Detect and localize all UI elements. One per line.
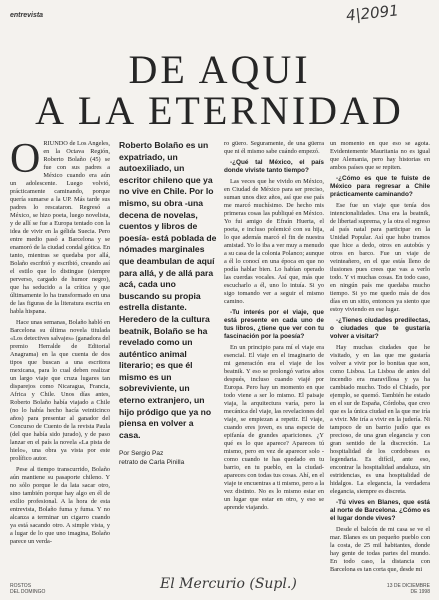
paragraph: RIUNDO de Los Angeles, en la Octava Región, Roberto Bolaño (45) se fue con sus padres a México cuando era aún un adolescente. Luego volvió, prácticamente caminando, porque quería sumarse a la UP. Más tarde sus padres lo rescataron. Regresó a México, se hizo poeta, luego novelista, y de allí se fue a Europa tentado con la idea de vivir en la gélida Suecia. Pero entre medio pasó a Barcelona y se enamoró de la ciudad condal gótica. En tanto, mientras se quedaba por allá, Bolaño escribió y escribió, creando así el estilo que lo distingue (siempre perverso, cargado de humor negro), que ha seducido a la crítica y que últimamente lo ha transformado en una de las figuras de la literatura escrita en habla hispana. — [10, 140, 110, 315]
interview-question: -¿Qué tal México, el país donde viviste tanto tiempo? — [224, 159, 324, 174]
footer-section-name — [10, 584, 70, 595]
footer-date — [387, 584, 430, 595]
article-title-line-1: DE AQUI — [128, 47, 311, 92]
footer-date-line: 13 DE DICIEMBRE — [386, 583, 430, 589]
byline-author: Por Sergio Paz — [119, 450, 164, 458]
paragraph: Pese al tiempo transcurrido, Bolaño aún mantiene su pasaporte chileno. Y no sólo porque le da lata sacar otro, sino también porque hay algo en él de exilio profesional. A la hora de esta entrevista, Bolaño fuma y fuma. Y no alcanza a terminar un cigarro cuando ya está sacando otro. A simple vista, y a lugar de lo que uno imagina, Bolaño parece un verda- — [10, 466, 110, 545]
footer-section-line: DEL DOMINGO — [10, 588, 46, 595]
byline-photo-credit: retrato de Carla Pinilla — [119, 459, 185, 467]
interview-question: -Tú vives en Blanes, que está al norte de Barcelona. ¿Cómo es el lugar donde vives? — [330, 499, 430, 522]
article-column-2 — [119, 140, 217, 590]
page-footer — [10, 576, 430, 596]
handwritten-date-annotation: 4|2091 — [345, 1, 400, 25]
paragraph: Desde el balcón de mi casa se ve el mar. Blanes es un pequeño pueblo con la costa, de 25 mil habitantes, donde hay gente de todas partes del mundo. En todo caso, la distancia con Barcelona es tan corta que, desde mi — [330, 526, 430, 573]
interview-question: -¿Tienes ciudades predilectas, o ciudades que te gustaría volver a visitar? — [330, 317, 430, 340]
footer-section-line: ROSTOS — [10, 583, 32, 589]
paragraph: un momento en que eso se agota. Evidentemente Mauritania no es igual que Alemania, pero hay historias en ambos países que se repiten. — [330, 140, 430, 171]
paragraph: En un principio para mí el viaje era esencial. El viaje en el imaginario de mi generación era el viaje de los beatnik. Y eso se prolongó varios años después, incluso cuando viajé por Europa. Pero hay un momento en que todo viene a ser lo mismo. El paisaje viaja, la arquitectura varía, pero la mecánica del viaje, las revelaciones del viaje, se empiezan a repetir. El viaje, cuando eres joven, es una especie de epifanía de grandes apariciones. ¿Y qué es lo que aparece? Apareces tú mismo, pero en vez de aparecer solo -como cuando te has quedado en tu barrio, en tu pueblo, en la ciudad- apareces con todas tus cosas. Ahí, en el viaje te encuentras a ti mismo, pero a la vez distinto. No es lo mismo estar en un lugar que estar en otro, y eso se aprende viajando. — [224, 344, 324, 511]
paragraph: Hay muchas ciudades que he visitado, y en las que me gustaría volver a vivir por lo bonitas que son, como Lisboa. La Lisboa de antes del incendio era maravillosa y ya ha cambiado mucho. Todo el Chiado, por ejemplo, se quemó. También he estado en el sur de España, Córdoba, que creo que es la única ciudad en la que me iría a vivir. Me iría a vivir en la judería. Ni tampoco de un barrio judío que es precioso, de una gran elegancia y con gran sentido de la discreción. La hospitalidad de los cordobeses es legendaria. Es difícil, ante eso, encontrar la hospitalidad andaluza, sin estridencias, es una hospitalidad de hidalgos. La elegancia, la verdadera elegancia, siempre es discreta. — [330, 344, 430, 495]
drop-cap: O — [10, 140, 41, 182]
article-title-line-2: A LA ETERNIDAD — [35, 88, 404, 133]
paragraph: Las veces que he vivido en México, en Ciudad de México para ser preciso, suman unos diez años, así que ese país me marcó muchísimo. De hecho mis primeras cosas las publiqué en México. Yo fui amigo de Efraín Huerta, el poeta, e incluso polemicé con su hija, lo que además marcó el fin de nuestra amistad. Yo lo iba a ver muy a menudo a su casa de la colonia Polanco; aunque a él lo conocí en una época en que no podía hablar bien. Lo habían operado las cuerdas vocales. Así que, más que escucharlo a él, uno lo intuía. Si yo sigo tomando ver a seguir el mismo camino. — [224, 178, 324, 305]
section-label: entrevista — [10, 12, 44, 19]
article-column-4 — [330, 140, 430, 590]
article-column-3 — [224, 140, 324, 590]
paragraph: ro güero. Seguramente, de una güerra que ni él mismo sabe cuándo empezó. — [224, 140, 324, 155]
footer-date-line: DE 1998 — [410, 588, 430, 595]
paragraph: Ese fue un viaje que tenía dos intencionalidades. Una era la beatnik, de libertad suprema, y la otra el regreso al país natal para participar en la Unidad Popular. Así que hubo tramos que hice a dedo, otros en autobús y otros en barco. Fue un viaje de veinteañero, en el que estás lleno de ilusiones pues crees que vas a verlo todo. Y vi muchas cosas. En todo caso, en ningún país me quedaba mucho tiempo. Si yo me quedo más de dos días en un sitio, entonces ya siento que estoy viviendo en ese lugar. — [330, 202, 430, 313]
pull-quote: Roberto Bolaño es un expatriado, un autoexiliado, un escritor chileno que ya no vive en Chile. Por lo mismo, su obra -una decena de novelas, cuentos y libros de poesía- está poblada de nómades marginales que deambulan de aquí para allá, y de allá para acá, cada uno buscando su propia estrella distante. Heredero de la cultura beatnik, Bolaño se ha revelado como un auténtico animal literario; es que él mismo es un sobreviviente, un eterno extranjero, un hijo pródigo que ya no piensa en volver a casa. — [119, 140, 217, 440]
paragraph: Hace unas semanas, Bolaño habló en Barcelona su última novela titulada «Los detectives salvajes» (ganadora del premio Herralde de Editorial Anagrama) en la que cuenta de dos tipos que buscan a una escritora mexicana, para lo cual deben realizar un largo viaje que cruza lugares tan disparejos como Nicaragua, Francia, Africa y Chile. Unos días antes, Roberto Bolaño había viajado a Chile (no lo había hecho hacía veinticinco años) para presentar al ganador del Concurso de Cuento de la revista Paula (del que había sido jurado), y de paso lanzar en el país la novela «La pista de hielo», una obra ya vista por este prolífico autor. — [10, 319, 110, 462]
article-column-1 — [10, 140, 110, 590]
interview-question: -Tu interés por el viaje, que está presente en cada uno de tus libros, ¿tiene que ver con tu fascinación por la poesía? — [224, 309, 324, 340]
handwritten-source-annotation: El Mercurio (Supl.) — [160, 576, 297, 592]
interview-question: -¿Cómo es que te fuiste de México para regresar a Chile prácticamente caminando? — [330, 175, 430, 198]
